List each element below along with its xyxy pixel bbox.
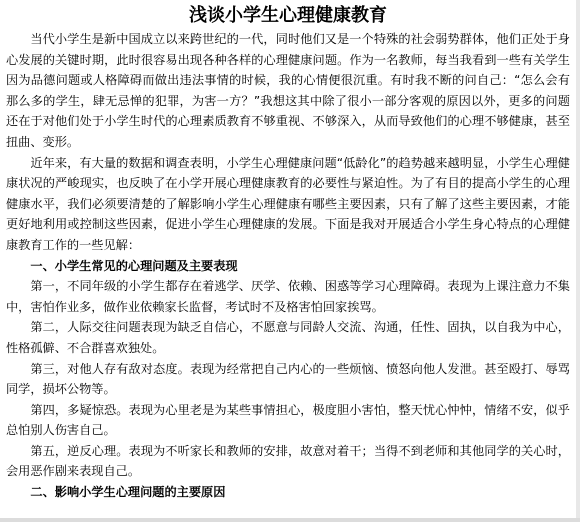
paragraph-problem-1: 第一，不同年级的小学生都存在着逃学、厌学、依赖、困惑等学习心理障碍。表现为上课注意力不集中，害怕作业多，做作业依赖家长监督，考试时不及格害怕回家挨骂。 [6, 279, 570, 314]
section-heading-1: 一、小学生常见的心理问题及主要表现 [30, 258, 238, 273]
vertical-scrollbar[interactable] [576, 0, 580, 522]
paragraph-problem-3: 第三，对他人存有敌对态度。表现为经常把自己内心的一些烦恼、愤怒向他人发泄。甚至殴打、辱骂同学，损坏公物等。 [6, 361, 570, 397]
article-title: 浅谈小学生心理健康教育 [189, 5, 387, 26]
paragraph-background: 近年来，有大量的数据和调查表明，小学生心理健康问题“低龄化”的趋势越来越明显，小学生心理健康状况的严峻现实，也反映了在小学开展心理健康教育的必要性与紧迫性。为了有目的提高小学生的心理健康水平，我们必须要清楚的了解影响小学生心理健康有哪些主要因素，只有了解了这些主要因素，才能更好地利用或控制这些因素，促进小学生心理健康的发展。下面是我对开展适合小学生身心特点的心理健康教育工作的一些见解： [6, 155, 570, 252]
section-heading-2: 二、影响小学生心理问题的主要原因 [30, 485, 226, 500]
paragraph-problem-5: 第五，逆反心理。表现为不听家长和教师的安排，故意对着干；当得不到老师和其他同学的关心时，会用恶作剧来表现自己。 [6, 443, 570, 479]
paragraph-problem-4: 第四，多疑惊恐。表现为心里老是为某些事情担心，极度胆小害怕，整天忧心忡忡，情绪不安，似乎总怕别人伤害自己。 [6, 402, 570, 438]
horizontal-scrollbar[interactable] [0, 518, 580, 522]
paragraph-problem-2: 第二，人际交往问题表现为缺乏自信心，不愿意与同龄人交流、沟通，任性、固执，以自我为中心，性格孤僻、不合群喜欢独处。 [6, 320, 570, 355]
paragraph-intro: 当代小学生是新中国成立以来跨世纪的一代，同时他们又是一个特殊的社会弱势群体，他们正处于身心发展的关键时期，此时很容易出现各种各样的心理健康问题。作为一名教师，每当我看到一些有关学生因为品德问题或人格障碍而做出违法事情的时候，我的心情便很沉重。有时我不断的问自己：“怎么会有那么多的学生，肆无忌惮的犯罪，为害一方？”我想这其中除了很小一部分客观的原因以外，更多的问题还在于对他们处于小学生时代的心理素质教育不够重视、不够深入，从而导致他们的心理不够健康，甚至扭曲、变形。 [6, 32, 570, 149]
